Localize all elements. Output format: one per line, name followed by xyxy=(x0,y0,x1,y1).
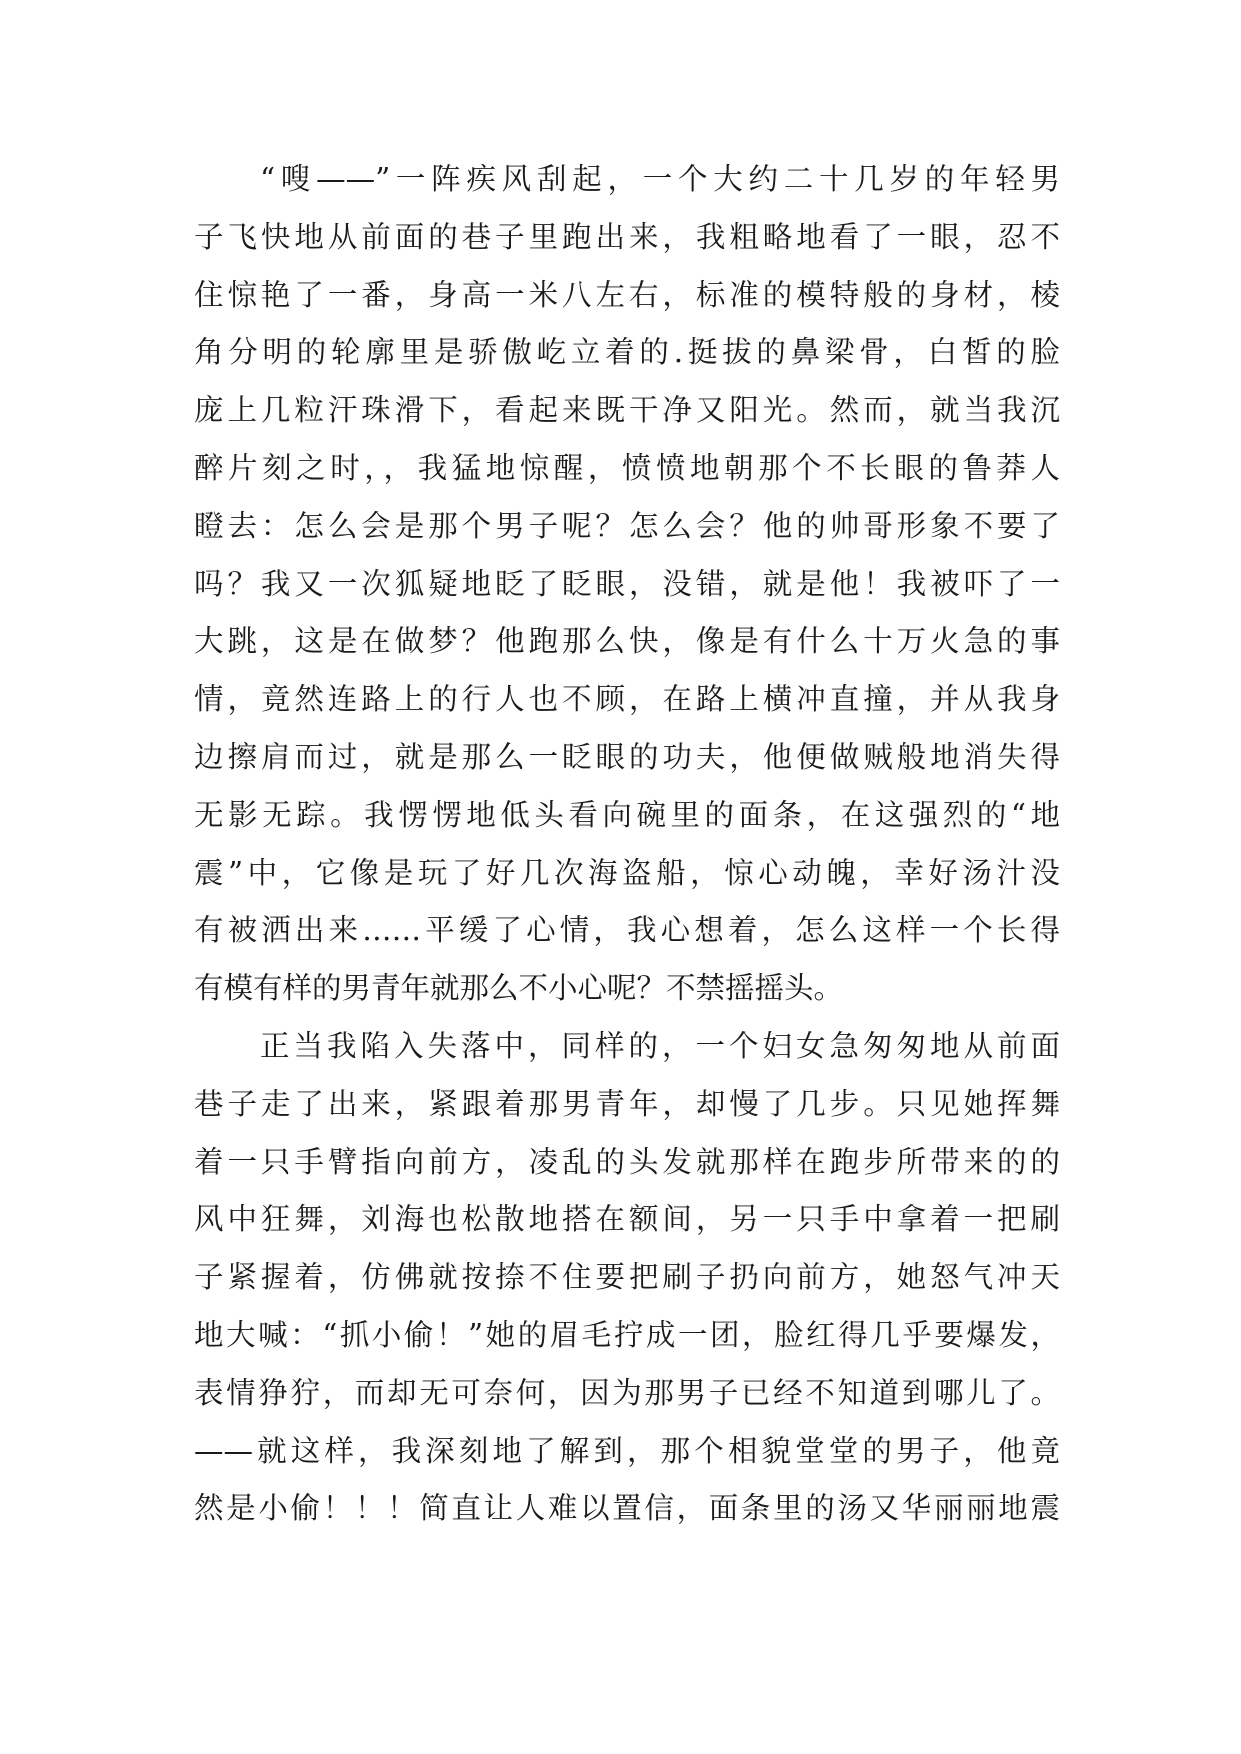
text-line: 住惊艳了一番，身高一米八左右，标准的模特般的身材，棱 xyxy=(194,277,1060,312)
text-line: ——就这样，我深刻地了解到，那个相貌堂堂的男子，他竟 xyxy=(194,1433,1060,1468)
text-line: 震”中，它像是玩了好几次海盗船，惊心动魄，幸好汤汁没 xyxy=(194,855,1060,890)
text-line: “嗖——”一阵疾风刮起，一个大约二十几岁的年轻男 xyxy=(260,162,1060,196)
text-line: 情，竟然连路上的行人也不顾，在路上横冲直撞，并从我身 xyxy=(194,682,1060,717)
text-line: 吗？我又一次狐疑地眨了眨眼，没错，就是他！我被吓了一 xyxy=(194,566,1060,601)
text-line: 有被洒出来……平缓了心情，我心想着，怎么这样一个长得 xyxy=(194,913,1060,948)
text-line: 子紧握着，仿佛就按捺不住要把刷子扔向前方，她怒气冲天 xyxy=(194,1260,1060,1295)
text-line: 无影无踪。我愣愣地低头看向碗里的面条，在这强烈的“地 xyxy=(194,797,1060,832)
text-line: 有模有样的男青年就那么不小心呢？不禁摇摇头。 xyxy=(194,971,844,1006)
text-line: 庞上几粒汗珠滑下，看起来既干净又阳光。然而，就当我沉 xyxy=(194,393,1060,428)
text-line: 边擦肩而过，就是那么一眨眼的功夫，他便做贼般地消失得 xyxy=(194,739,1060,774)
text-line: 然是小偷！！！简直让人难以置信，面条里的汤又华丽丽地震 xyxy=(194,1491,1060,1526)
text-line: 地大喊：“抓小偷！”她的眉毛拧成一团，脸红得几乎要爆发， xyxy=(194,1317,1060,1352)
text-line: 醉片刻之时，，我猛地惊醒，愤愤地朝那个不长眼的鲁莽人 xyxy=(194,450,1060,485)
text-line: 大跳，这是在做梦？他跑那么快，像是有什么十万火急的事 xyxy=(194,624,1060,659)
text-line: 着一只手臂指向前方，凌乱的头发就那样在跑步所带来的的 xyxy=(194,1144,1060,1179)
text-line: 角分明的轮廓里是骄傲屹立着的.挺拔的鼻梁骨，白皙的脸 xyxy=(194,335,1060,370)
text-line: 风中狂舞，刘海也松散地搭在额间，另一只手中拿着一把刷 xyxy=(194,1202,1060,1237)
text-line: 巷子走了出来，紧跟着那男青年，却慢了几步。只见她挥舞 xyxy=(194,1086,1060,1121)
text-line: 子飞快地从前面的巷子里跑出来，我粗略地看了一眼，忍不 xyxy=(194,219,1060,254)
text-line: 瞪去：怎么会是那个男子呢？怎么会？他的帅哥形象不要了 xyxy=(194,508,1060,543)
body-text xyxy=(194,151,1060,1538)
text-line: 表情狰狞，而却无可奈何，因为那男子已经不知道到哪儿了。 xyxy=(194,1375,1060,1410)
text-line: 正当我陷入失落中，同样的，一个妇女急匆匆地从前面 xyxy=(260,1028,1060,1063)
